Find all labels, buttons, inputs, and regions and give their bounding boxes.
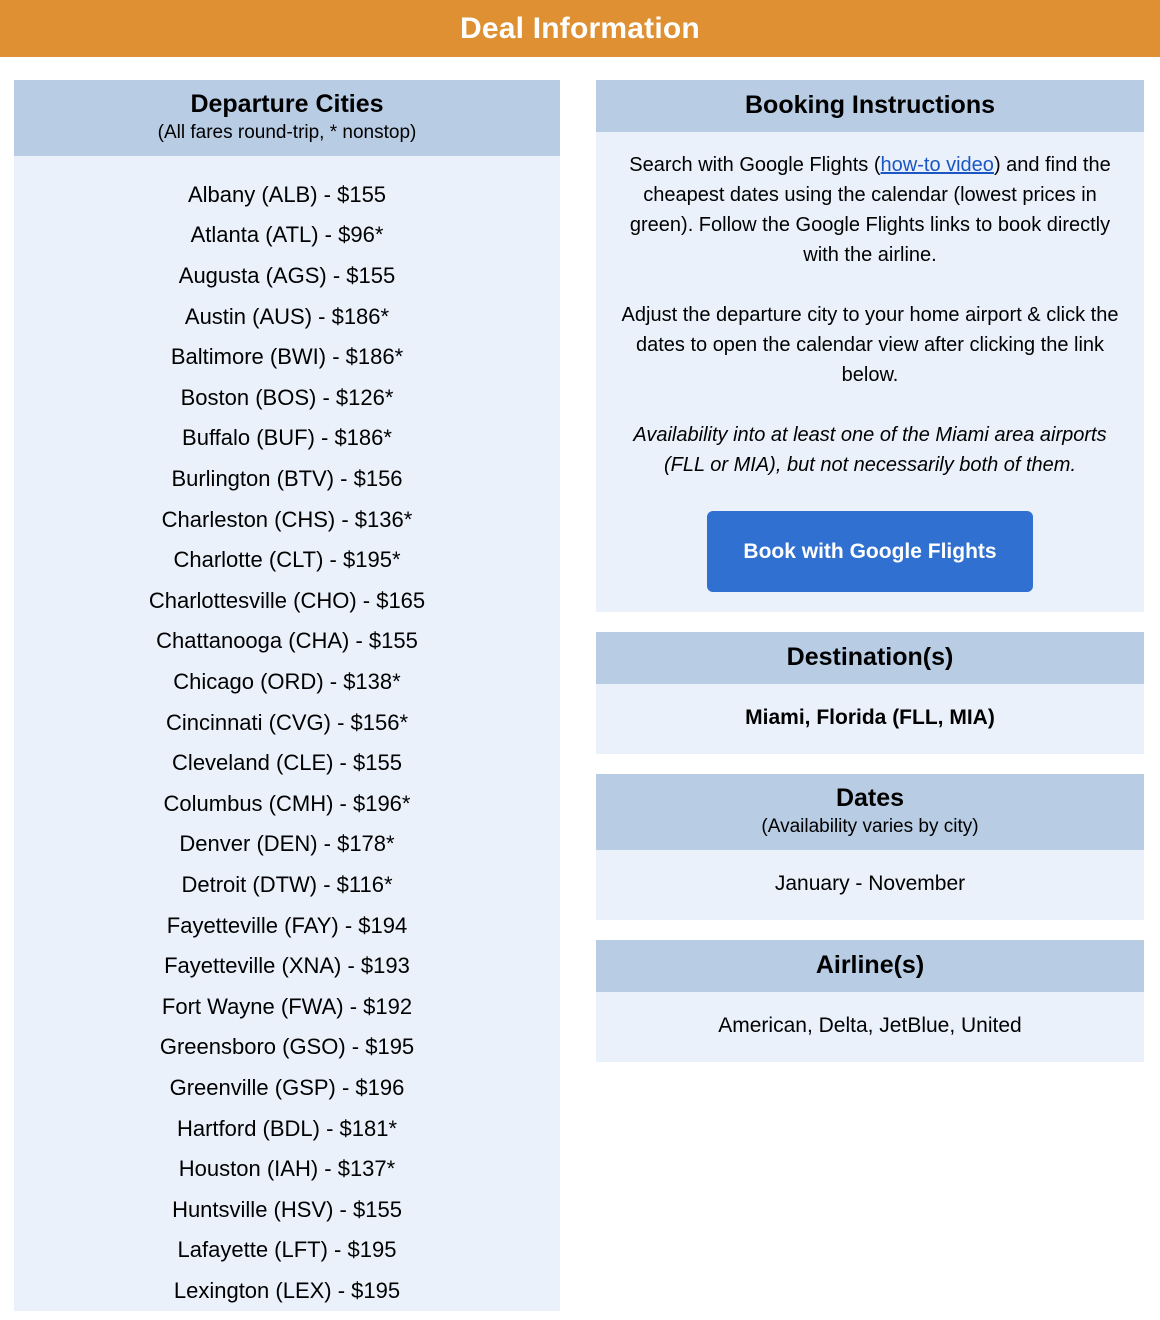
book-button-row bbox=[612, 511, 1128, 592]
destinations-panel bbox=[596, 632, 1144, 754]
dates-panel bbox=[596, 774, 1144, 920]
instructions-text-before-link: Search with Google Flights ( bbox=[629, 154, 881, 176]
departure-city-item: Buffalo (BUF) - $186* bbox=[182, 425, 392, 451]
booking-instructions-panel bbox=[596, 80, 1144, 612]
departure-city-item: Lexington (LEX) - $195 bbox=[173, 1277, 401, 1303]
departure-city-item: Burlington (BTV) - $156 bbox=[171, 466, 403, 491]
destinations-header bbox=[596, 632, 1144, 684]
departure-city-item: Fayetteville (XNA) - $193 bbox=[164, 953, 410, 979]
departure-city-item: Detroit (DTW) - $116* bbox=[181, 871, 393, 897]
departure-city-item: Albany (ALB) - $155 bbox=[187, 181, 387, 207]
departure-cities-subheading: (All fares round-trip, * nonstop) bbox=[157, 122, 417, 143]
departure-cities-panel bbox=[14, 80, 560, 1311]
airlines-panel bbox=[596, 940, 1144, 1062]
instructions-text-after-link: ) and find the cheapest dates using the calendar (lowest prices in green). Follow the Google Flights links to book directly with the airline. bbox=[629, 154, 1111, 266]
departure-city-item: Baltimore (BWI) - $186* bbox=[170, 344, 404, 370]
departure-city-item: Greenville (GSP) - $196 bbox=[169, 1074, 405, 1100]
departure-city-item: Denver (DEN) - $178* bbox=[179, 831, 395, 857]
departure-city-item: Austin (AUS) - $186* bbox=[184, 303, 390, 329]
book-with-google-flights-button[interactable]: Book with Google Flights bbox=[707, 511, 1032, 592]
dates-subheading: (Availability varies by city) bbox=[761, 816, 979, 838]
page-title: Deal Information bbox=[460, 11, 700, 45]
departure-city-item: Columbus (CMH) - $196* bbox=[163, 790, 411, 816]
dates-header bbox=[596, 774, 1144, 850]
departure-city-item: Charleston (CHS) - $136* bbox=[161, 506, 413, 532]
departure-city-item: Houston (IAH) - $137* bbox=[178, 1156, 396, 1182]
destinations-value: Miami, Florida (FLL, MIA) bbox=[745, 706, 995, 729]
left-column bbox=[14, 80, 560, 1311]
airlines-header bbox=[596, 940, 1144, 992]
airlines-heading: Airline(s) bbox=[815, 951, 925, 980]
departure-cities-heading: Departure Cities bbox=[190, 90, 384, 118]
departure-city-item: Boston (BOS) - $126* bbox=[180, 384, 394, 410]
departure-city-item: Augusta (AGS) - $155 bbox=[178, 263, 396, 289]
booking-instructions-body bbox=[596, 132, 1144, 612]
airlines-value: American, Delta, JetBlue, United bbox=[718, 1014, 1022, 1038]
departure-city-item: Fayetteville (FAY) - $194 bbox=[166, 912, 408, 938]
right-column bbox=[596, 80, 1144, 1062]
dates-value: January - November bbox=[774, 872, 966, 896]
instructions-paragraph-3: Availability into at least one of the Miami area airports (FLL or MIA), but not necessarily both of them. bbox=[633, 424, 1107, 476]
departure-city-item: Atlanta (ATL) - $96* bbox=[190, 222, 384, 248]
how-to-video-link[interactable]: how-to video bbox=[880, 154, 994, 176]
destinations-heading: Destination(s) bbox=[786, 643, 954, 671]
departure-city-item: Chattanooga (CHA) - $155 bbox=[156, 628, 418, 654]
departure-cities-header bbox=[14, 80, 560, 156]
booking-instructions-heading: Booking Instructions bbox=[745, 91, 995, 119]
departure-cities-list bbox=[14, 156, 560, 1312]
departure-city-item: Greensboro (GSO) - $195 bbox=[159, 1034, 415, 1060]
departure-city-item: Lafayette (LFT) - $195 bbox=[177, 1237, 397, 1263]
departure-city-item: Cincinnati (CVG) - $156* bbox=[165, 709, 409, 735]
dates-body bbox=[596, 850, 1144, 920]
instructions-paragraph-2: Adjust the departure city to your home airport & click the dates to open the calendar view after clicking the link below. bbox=[621, 304, 1119, 386]
departure-city-item: Cleveland (CLE) - $155 bbox=[172, 750, 402, 776]
destinations-body bbox=[596, 684, 1144, 754]
departure-city-item: Chicago (ORD) - $138* bbox=[173, 668, 401, 694]
departure-city-item: Huntsville (HSV) - $155 bbox=[172, 1196, 402, 1222]
departure-city-item: Charlottesville (CHO) - $165 bbox=[148, 587, 426, 613]
departure-city-item: Hartford (BDL) - $181* bbox=[176, 1115, 398, 1141]
page-title-bar bbox=[0, 0, 1160, 57]
departure-city-item: Charlotte (CLT) - $195* bbox=[173, 547, 401, 573]
airlines-body bbox=[596, 992, 1144, 1062]
content-columns bbox=[0, 57, 1160, 1320]
instructions-paragraph-1 bbox=[612, 150, 1128, 270]
dates-heading: Dates bbox=[835, 784, 905, 813]
departure-city-item: Fort Wayne (FWA) - $192 bbox=[161, 993, 413, 1019]
booking-instructions-header bbox=[596, 80, 1144, 132]
